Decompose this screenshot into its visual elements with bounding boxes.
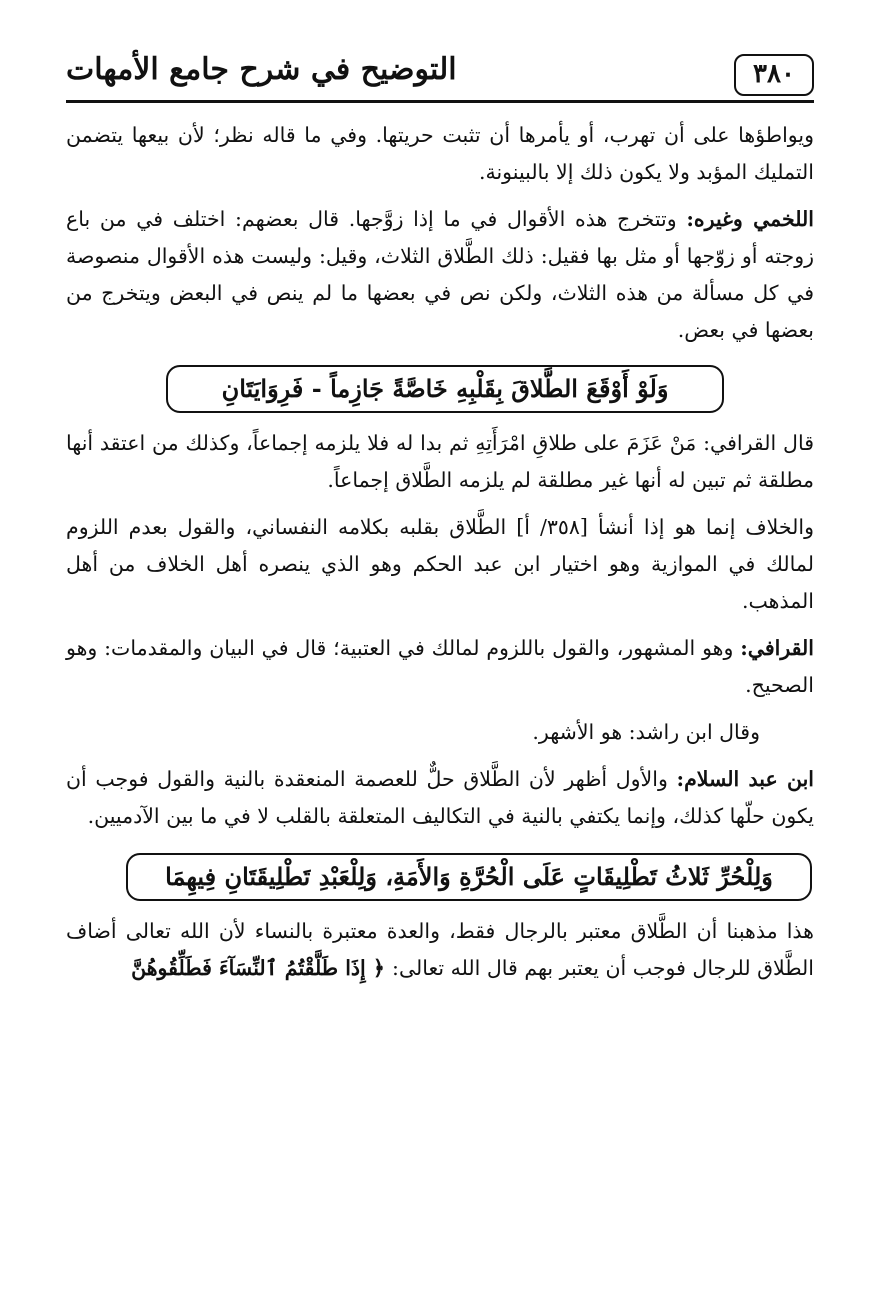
- paragraph-1: ويواطؤها على أن تهرب، أو يأمرها أن تثبت حريتها. وفي ما قاله نظر؛ لأن بيعها يتضمن التمليك المؤبد ولا يكون ذلك إلا بالبينونة.: [66, 123, 814, 184]
- paragraph-2: [66, 201, 814, 349]
- paragraph-7: [66, 761, 814, 835]
- paragraph-4: والخلاف إنما هو إذا أنشأ [٣٥٨/ أ] الطَّلاق بقلبه بكلامه النفساني، والقول بعدم اللزوم لمالك في الموازية وهو اختيار ابن عبد الحكم وهو الذي ينصره أهل الخلاف من أهل المذهب.: [66, 515, 814, 613]
- paragraph-2-text: وتتخرج هذه الأقوال في ما إذا زوَّجها. قال بعضهم: اختلف في من باع زوجته أو زوّجها أو مثل بها فقيل: ذلك الطَّلاق الثلاث، وقيل: وليست هذه الأقوال منصوصة في كل مسألة من هذه الثلاث، ولكن نص في بعضها ما لم ينص في البعض ويتخرج من بعضها في بعض.: [66, 207, 814, 342]
- paragraph-8-text: هذا مذهبنا أن الطَّلاق معتبر بالرجال فقط، والعدة معتبرة بالنساء لأن الله تعالى أضاف الطَّلاق للرجال فوجب أن يعتبر بهم قال الله تعالى:: [66, 919, 814, 980]
- paragraph-5-text: وهو المشهور، والقول باللزوم لمالك في العتبية؛ قال في البيان والمقدمات: وهو الصحيح.: [66, 636, 814, 697]
- paragraph-6: وقال ابن راشد: هو الأشهر.: [532, 720, 760, 744]
- section-heading-2: وَلِلْحُرِّ ثَلاثُ تَطْلِيقَاتٍ عَلَى الْحُرَّةِ وَالأَمَةِ، وَلِلْعَبْدِ تَطْلِيقَتَانِ فِيهِمَا: [126, 853, 812, 901]
- paragraph-8: [66, 913, 814, 987]
- page-header: [66, 48, 814, 103]
- paragraph-3: قال القرافي: مَنْ عَزَمَ على طلاقِ امْرَأَتِهِ ثم بدا له فلا يلزمه إجماعاً، وكذلك من اعتقد أنها مطلقة ثم تبين له أنها غير مطلقة لم يلزمه الطَّلاق إجماعاً.: [66, 431, 814, 492]
- section-heading-1: وَلَوْ أَوْقَعَ الطَّلاقَ بِقَلْبِهِ خَاصَّةً جَازِماً - فَرِوَايَتَانِ: [166, 365, 724, 413]
- book-page: [66, 48, 814, 987]
- paragraph-7-text: والأول أظهر لأن الطَّلاق حلٌّ للعصمة المنعقدة بالنية والقول فوجب أن يكون حلّها كذلك، وإنما يكتفي بالنية في التكاليف المتعلقة بالقلب لا في ما بين الآدميين.: [66, 767, 814, 828]
- paragraph-2-lead: اللخمي وغيره:: [686, 207, 814, 231]
- book-title: التوضيح في شرح جامع الأمهات: [66, 52, 457, 87]
- paragraph-8-quran: ﴿ إِذَا طَلَّقْتُمُ ٱلنِّسَآءَ فَطَلِّقُوهُنَّ: [131, 956, 393, 980]
- paragraph-7-lead: ابن عبد السلام:: [676, 767, 814, 791]
- page-number: ٣٨٠: [734, 54, 814, 96]
- paragraph-5: [66, 630, 814, 704]
- paragraph-5-lead: القرافي:: [740, 636, 814, 660]
